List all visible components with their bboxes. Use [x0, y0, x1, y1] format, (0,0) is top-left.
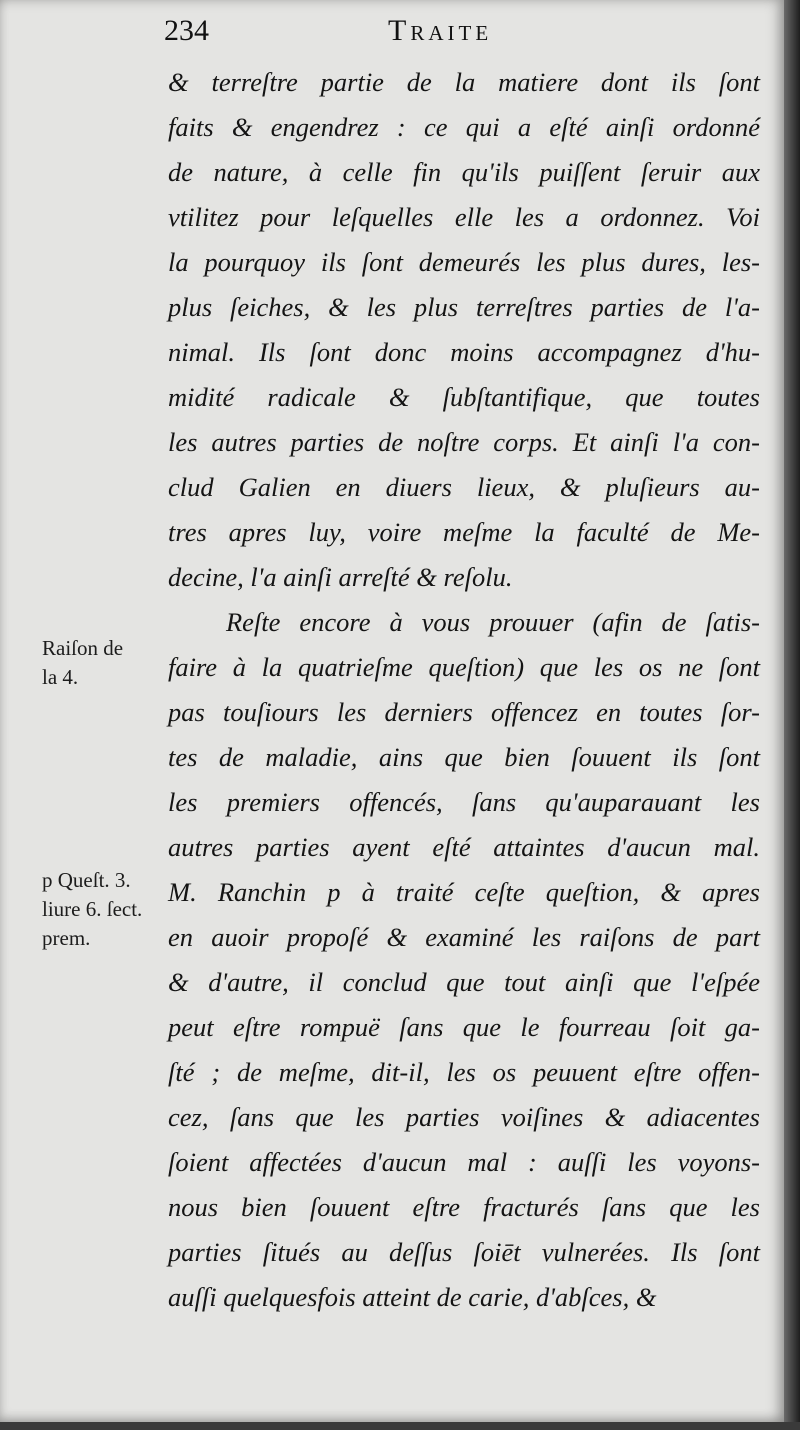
- text-line: vtilitez pour leſquelles elle les a ordonnez. Voi: [168, 202, 760, 232]
- text-line: faits & engendrez : ce qui a eſté ainſi ordonné: [168, 112, 760, 142]
- text-line: pas touſiours les derniers offencez en toutes ſor-: [168, 697, 760, 727]
- text-line: Reſte encore à vous prouuer (afin de ſatis-: [226, 607, 760, 637]
- page-number: 234: [164, 14, 209, 47]
- margin-note-raison: [42, 634, 172, 692]
- text-line: midité radicale & ſubſtantifique, que toutes: [168, 382, 760, 412]
- text-line: faire à la quatrieſme queſtion) que les os ne ſont: [168, 652, 760, 682]
- text-line: les autres parties de noſtre corps. Et ainſi l'a con-: [168, 427, 760, 457]
- text-line: ſoient affectées d'aucun mal : auſſi les voyons-: [168, 1147, 760, 1177]
- text-line: de nature, à celle fin qu'ils puiſſent ſeruir aux: [168, 157, 760, 187]
- margin-note-line: p Queſt. 3.: [42, 868, 131, 892]
- page-edge-shadow: [784, 0, 800, 1430]
- text-line: & terreſtre partie de la matiere dont ils ſont: [168, 67, 760, 97]
- text-line: nous bien ſouuent eſtre fracturés ſans que les: [168, 1192, 760, 1222]
- margin-note-line: liure 6. ſect.: [42, 897, 143, 921]
- text-line: les premiers offencés, ſans qu'auparauant les: [168, 787, 760, 817]
- text-line: en auoir propoſé & examiné les raiſons de part: [168, 922, 760, 952]
- text-line: tes de maladie, ains que bien ſouuent ils ſont: [168, 742, 760, 772]
- margin-note-line: Raiſon de: [42, 636, 124, 660]
- margin-note-line: prem.: [42, 926, 91, 950]
- text-line: auſſi quelquesfois atteint de carie, d'abſces, &: [168, 1282, 657, 1312]
- text-line: clud Galien en diuers lieux, & pluſieurs au-: [168, 472, 760, 502]
- text-line: autres parties ayent eſté attaintes d'aucun mal.: [168, 832, 760, 862]
- text-line: parties ſitués au deſſus ſoiēt vulnerées. Ils ſont: [168, 1237, 760, 1267]
- margin-note-line: la 4.: [42, 665, 79, 689]
- body-text: [168, 60, 760, 1320]
- margin-note-quest: [42, 866, 172, 953]
- text-line: plus ſeiches, & les plus terreſtres parties de l'a-: [168, 292, 760, 322]
- text-line: ſté ; de meſme, dit-il, les os peuuent eſtre offen-: [168, 1057, 760, 1087]
- running-title: Traite: [388, 14, 493, 47]
- text-line: cez, ſans que les parties voiſines & adiacentes: [168, 1102, 760, 1132]
- text-line: la pourquoy ils ſont demeurés les plus dures, les-: [168, 247, 760, 277]
- page-bottom-edge: [0, 1422, 800, 1430]
- text-line: decine, l'a ainſi arreſté & reſolu.: [168, 562, 513, 592]
- text-line: peut eſtre rompuë ſans que le fourreau ſoit ga-: [168, 1012, 760, 1042]
- text-line: & d'autre, il conclud que tout ainſi que l'eſpée: [168, 967, 760, 997]
- text-line: nimal. Ils ſont donc moins accompagnez d'hu-: [168, 337, 760, 367]
- text-line: M. Ranchin p à traité ceſte queſtion, & apres: [168, 877, 760, 907]
- text-line: tres apres luy, voire meſme la faculté de Me-: [168, 517, 760, 547]
- page-header: [160, 8, 780, 52]
